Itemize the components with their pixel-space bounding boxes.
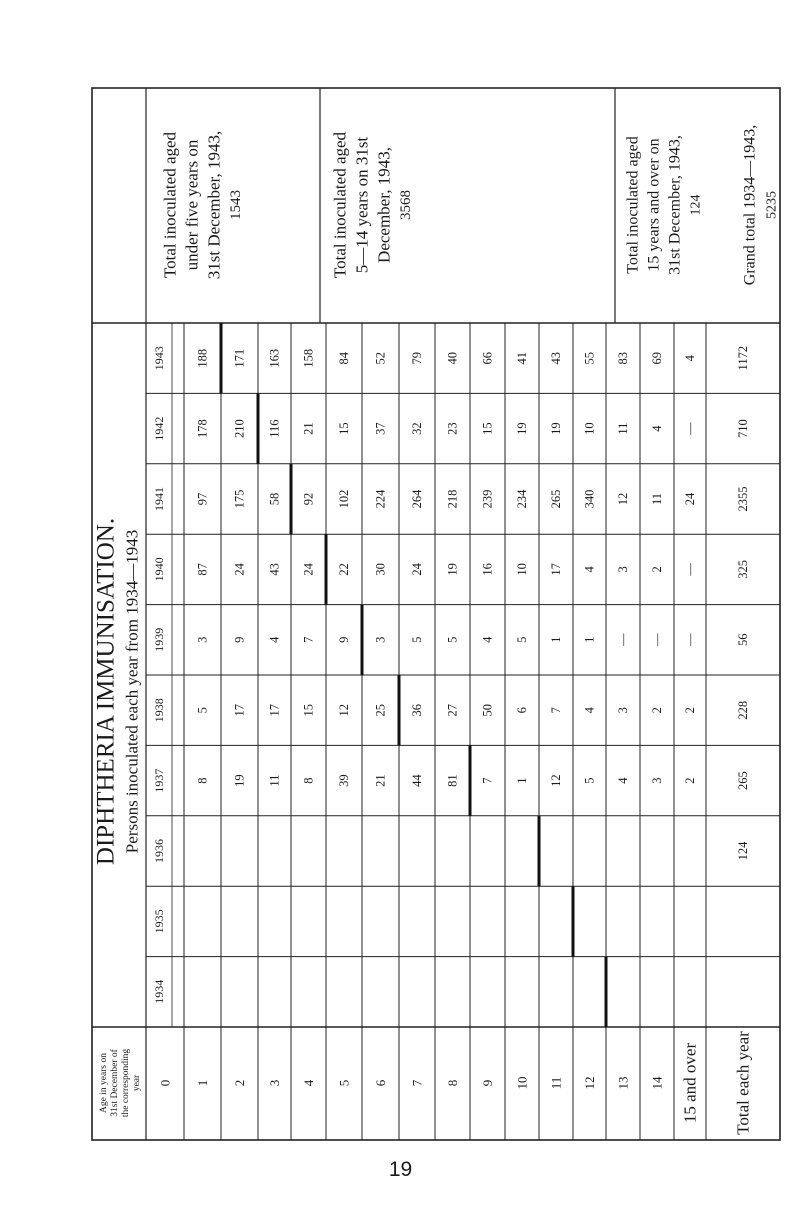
table-cell: 7 (301, 636, 316, 643)
page-title: DIPHTHERIA IMMUNISATION. (92, 517, 120, 866)
table-cell: 2 (650, 566, 664, 573)
table-cell: 1 (515, 777, 529, 784)
year-label-1943: 1943 (152, 346, 166, 371)
age-label: 9 (480, 1079, 495, 1087)
table-cell: 15 (480, 422, 495, 435)
table-cell: 2355 (736, 486, 750, 512)
table-cell: 6 (515, 707, 529, 714)
table-cell: 3 (616, 707, 630, 714)
table-cell: 3 (195, 636, 210, 643)
table-cell: 97 (195, 492, 210, 506)
summary-value: 3568 (398, 190, 414, 220)
age-label: 0 (157, 1079, 173, 1087)
table-cells (196, 346, 751, 860)
year-label-1939: 1939 (152, 627, 166, 652)
table-cell: 84 (337, 351, 351, 365)
table-cell: 210 (232, 419, 247, 438)
table-cell: 239 (480, 489, 495, 509)
table-cell: 2 (683, 707, 697, 714)
summary-label: Total inoculated aged (160, 131, 180, 279)
age-label: 2 (232, 1079, 247, 1087)
table-cell: 4 (582, 707, 597, 714)
table-cell: 158 (301, 348, 316, 368)
table-cell: 19 (445, 563, 460, 576)
table-cell: 171 (232, 348, 247, 368)
table-cell: 163 (267, 348, 282, 368)
table-cell: 4 (267, 636, 282, 643)
table-cell: — (616, 633, 630, 647)
age-header-line: year (132, 1074, 142, 1092)
table-cell: 25 (373, 703, 388, 717)
table-cell: 11 (616, 422, 630, 435)
table-cell: 11 (267, 774, 282, 787)
table-cell: 178 (195, 419, 210, 438)
table-cell: 79 (410, 351, 424, 365)
table-cell: 2 (650, 707, 664, 714)
table-cell: 39 (337, 774, 351, 787)
table-cell: 17 (232, 703, 247, 717)
age-header-line: the corresponding (121, 1048, 131, 1118)
table-cell: 43 (549, 351, 563, 365)
age-label: 13 (615, 1076, 631, 1090)
table-cell: 188 (195, 348, 210, 368)
table-cell: 4 (650, 425, 664, 432)
table-cell: 9 (337, 636, 351, 643)
table-cell: 8 (195, 777, 210, 784)
table-cell: 5 (515, 636, 529, 643)
age-label: 3 (267, 1079, 282, 1087)
table-cell: 3 (373, 636, 388, 643)
table-cell: 5 (445, 636, 460, 643)
table-cell: 87 (195, 563, 210, 576)
year-label-1940: 1940 (152, 557, 166, 582)
table-cell: 24 (301, 563, 316, 576)
age-label: 1 (195, 1079, 210, 1087)
age-label: 11 (548, 1076, 564, 1090)
age-header-line: 31st December of (110, 1049, 120, 1117)
age-label: 7 (409, 1079, 425, 1087)
table-cell: 16 (480, 563, 495, 576)
table-cell: 710 (736, 419, 750, 438)
year-label-1941: 1941 (152, 487, 166, 511)
year-label-1937: 1937 (152, 768, 166, 793)
table-cell: 264 (410, 489, 424, 509)
table-labels (93, 125, 780, 1135)
table-cell: 1172 (736, 345, 750, 371)
table-cell: 116 (267, 419, 282, 438)
page-number: 19 (388, 1158, 413, 1181)
age-label: 8 (445, 1079, 460, 1087)
table-cell: 224 (373, 489, 388, 509)
table-cell: 40 (445, 351, 460, 365)
age-label: 12 (582, 1076, 597, 1090)
summary-label: 5—14 years on 31st (352, 136, 372, 274)
table-cell: — (650, 633, 664, 647)
year-label-1942: 1942 (152, 416, 166, 441)
age-label: 4 (301, 1079, 316, 1087)
table-cell: 5 (195, 707, 210, 714)
table-cell: 55 (582, 351, 597, 365)
table-cell: 3 (650, 777, 664, 784)
table-cell: 228 (736, 700, 750, 720)
table-cell: 5 (410, 636, 424, 643)
table-cell: 12 (616, 492, 630, 506)
table-cell: 4 (480, 636, 495, 643)
table-cell: 17 (549, 563, 563, 576)
summary-label: 31st December, 1943, (666, 135, 684, 275)
summary-value: 5235 (764, 191, 780, 219)
table-cell: 56 (736, 633, 750, 647)
table-cell: 15 (337, 422, 351, 435)
table-cell: 83 (616, 351, 630, 365)
summary-label: Total inoculated aged (624, 136, 642, 274)
table-cell: 124 (736, 841, 750, 861)
table-cell: 50 (480, 703, 495, 717)
table-cell: 21 (301, 422, 316, 435)
age-label: 10 (514, 1076, 530, 1090)
summary-label: Grand total 1934—1943, (741, 124, 759, 286)
table-cell: 36 (410, 703, 424, 717)
table-cell: 22 (337, 563, 351, 576)
year-label-1936: 1936 (152, 839, 166, 863)
table-cell: 92 (301, 492, 316, 506)
table-cell: 32 (410, 422, 424, 435)
age-header-line: Age in years on (99, 1053, 109, 1113)
table-cell: 7 (549, 707, 563, 714)
table-cell: 44 (410, 774, 424, 787)
table-cell: 24 (232, 563, 247, 576)
age-label: 15 and over (680, 1042, 700, 1124)
table-cell: 19 (232, 774, 247, 787)
table-cell: 265 (549, 489, 563, 509)
table-cell: 1 (549, 636, 563, 643)
table-cell: 102 (337, 489, 351, 509)
table-cell: 27 (445, 703, 460, 717)
table-cell: 3 (616, 566, 630, 573)
table-cell: 52 (373, 351, 388, 365)
table-cell: 58 (267, 492, 282, 506)
summary-label: 15 years and over on (645, 138, 663, 272)
table-cell: 4 (683, 355, 697, 362)
table-cell: 41 (515, 351, 529, 365)
table-cell: 325 (736, 560, 750, 579)
table-cell: 24 (410, 563, 424, 576)
table-cell: 24 (683, 492, 697, 506)
table-cell: 19 (549, 422, 563, 435)
table-cell: 43 (267, 563, 282, 576)
summary-value: 1543 (228, 190, 244, 220)
table-cell: 234 (515, 489, 529, 509)
table-cell: 265 (736, 771, 750, 790)
table-cell: 5 (582, 777, 597, 784)
table-cell: 21 (373, 774, 388, 787)
table-cell: 10 (582, 422, 597, 435)
table-cell: 17 (267, 703, 282, 717)
table-cell: 8 (301, 777, 316, 784)
table-cell: 37 (373, 422, 388, 435)
table-cell: 11 (650, 492, 664, 506)
table-cell: 4 (582, 566, 597, 573)
table-cell: — (683, 422, 697, 435)
age-label: 6 (373, 1079, 388, 1087)
age-label: 14 (649, 1076, 665, 1090)
table-cell: 69 (650, 351, 664, 365)
summary-label: under five years on (182, 139, 202, 271)
table-cell: 12 (337, 703, 351, 717)
table-cell: 15 (301, 703, 316, 717)
year-label-1934: 1934 (152, 979, 166, 1004)
table-cell: 2 (683, 777, 697, 784)
age-label: Total each year (733, 1031, 753, 1135)
summary-label: 31st December, 1943, (204, 130, 224, 280)
table-cell: 218 (445, 489, 460, 509)
table-cell: 175 (232, 489, 247, 509)
age-label: 5 (336, 1079, 352, 1087)
table-cell: 30 (373, 563, 388, 576)
table-cell: 340 (582, 489, 597, 509)
table-cell: — (683, 563, 697, 576)
table-cell: 19 (515, 422, 529, 435)
table-cell: 4 (616, 777, 630, 784)
table-cell: 81 (445, 774, 460, 787)
table-cell: 12 (549, 774, 563, 787)
table-cell: 1 (582, 636, 597, 643)
table-cell: 23 (445, 422, 460, 435)
year-label-1935: 1935 (152, 909, 166, 934)
table-cell: — (683, 633, 697, 647)
table-cell: 66 (480, 351, 495, 365)
summary-label: December, 1943, (374, 147, 394, 263)
table-cell: 10 (515, 563, 529, 576)
summary-label: Total inoculated aged (330, 131, 350, 279)
table-cell: 9 (232, 636, 247, 643)
page-subtitle: Persons inoculated each year from 1934—1943 (122, 529, 142, 854)
table-cell: 7 (480, 777, 495, 784)
summary-value: 124 (688, 194, 704, 216)
year-label-1938: 1938 (152, 698, 166, 723)
